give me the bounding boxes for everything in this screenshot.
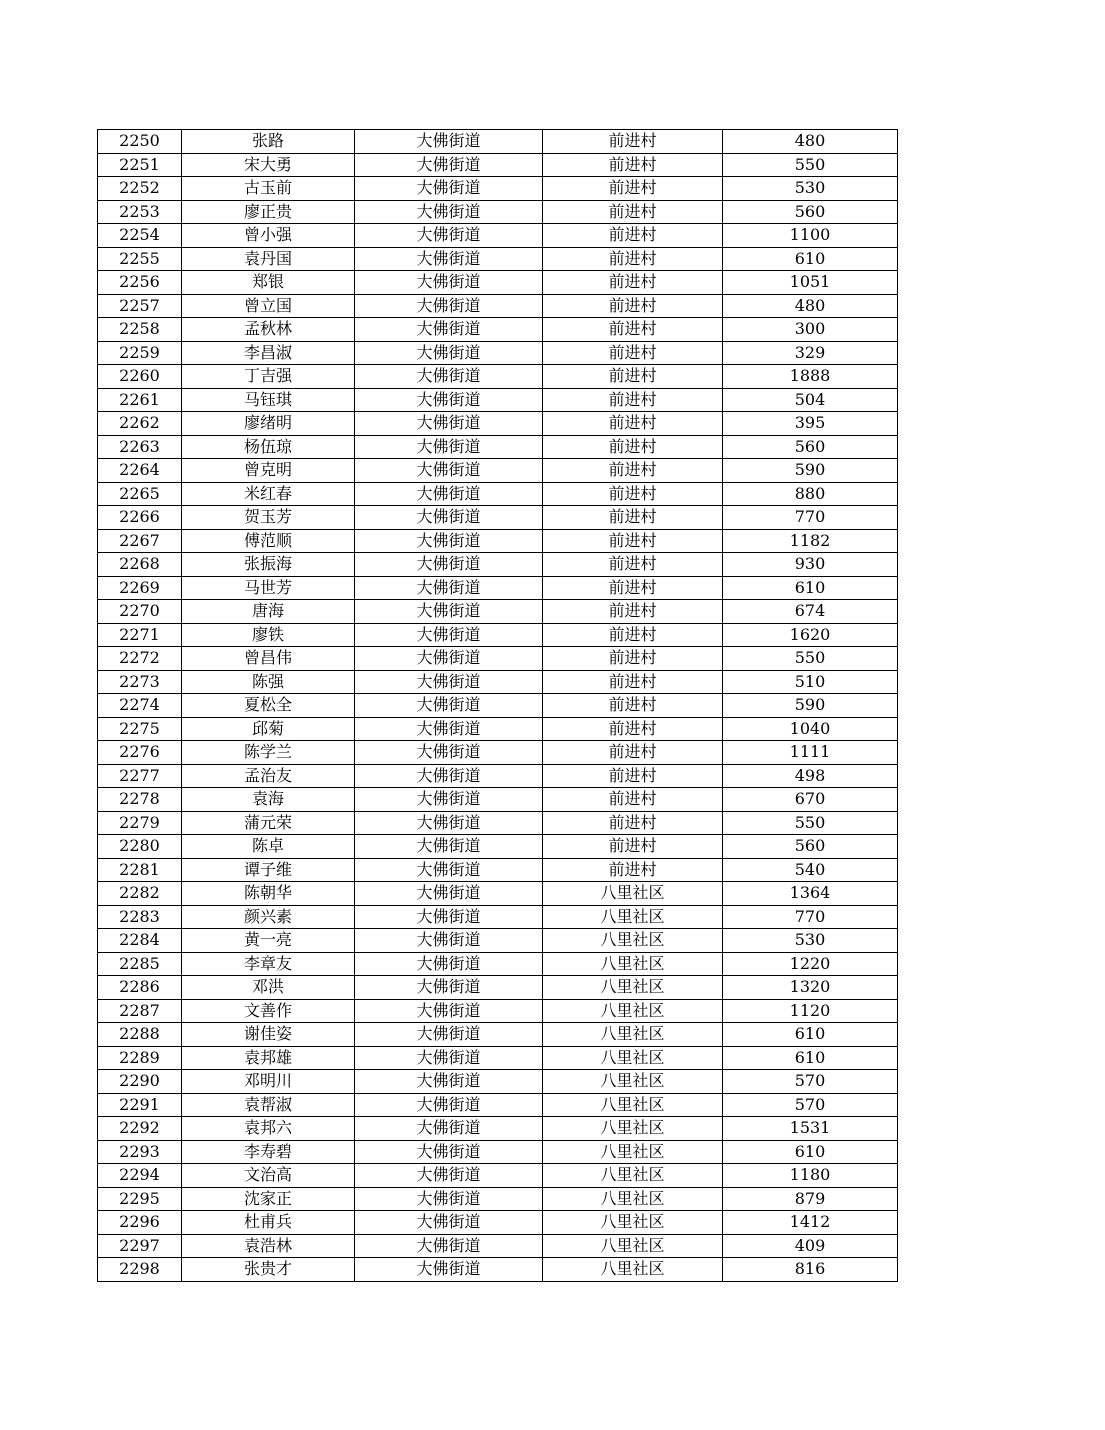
cell-amount: 1040 bbox=[723, 717, 898, 741]
cell-number: 2266 bbox=[98, 506, 182, 530]
cell-street: 大佛街道 bbox=[355, 153, 543, 177]
cell-village: 前进村 bbox=[543, 412, 723, 436]
cell-amount: 530 bbox=[723, 177, 898, 201]
cell-street: 大佛街道 bbox=[355, 835, 543, 859]
table-row bbox=[98, 835, 898, 859]
table-row bbox=[98, 435, 898, 459]
cell-name: 廖铁 bbox=[182, 623, 355, 647]
cell-amount: 879 bbox=[723, 1187, 898, 1211]
cell-name: 袁帮淑 bbox=[182, 1093, 355, 1117]
table-row bbox=[98, 905, 898, 929]
cell-name: 陈学兰 bbox=[182, 741, 355, 765]
cell-village: 八里社区 bbox=[543, 952, 723, 976]
cell-street: 大佛街道 bbox=[355, 294, 543, 318]
table-row bbox=[98, 318, 898, 342]
cell-amount: 395 bbox=[723, 412, 898, 436]
table-row bbox=[98, 529, 898, 553]
cell-amount: 560 bbox=[723, 435, 898, 459]
cell-name: 傅范顺 bbox=[182, 529, 355, 553]
cell-number: 2274 bbox=[98, 694, 182, 718]
cell-number: 2282 bbox=[98, 882, 182, 906]
cell-village: 前进村 bbox=[543, 365, 723, 389]
table-row bbox=[98, 365, 898, 389]
cell-street: 大佛街道 bbox=[355, 1140, 543, 1164]
cell-number: 2259 bbox=[98, 341, 182, 365]
table-row bbox=[98, 459, 898, 483]
cell-village: 前进村 bbox=[543, 506, 723, 530]
cell-amount: 1620 bbox=[723, 623, 898, 647]
cell-amount: 1051 bbox=[723, 271, 898, 295]
cell-name: 袁邦雄 bbox=[182, 1046, 355, 1070]
cell-amount: 610 bbox=[723, 1023, 898, 1047]
cell-street: 大佛街道 bbox=[355, 412, 543, 436]
table-row bbox=[98, 130, 898, 154]
cell-name: 贺玉芳 bbox=[182, 506, 355, 530]
cell-street: 大佛街道 bbox=[355, 553, 543, 577]
cell-name: 谢佳姿 bbox=[182, 1023, 355, 1047]
cell-name: 张贵才 bbox=[182, 1258, 355, 1282]
cell-amount: 1320 bbox=[723, 976, 898, 1000]
cell-name: 李章友 bbox=[182, 952, 355, 976]
cell-name: 袁浩林 bbox=[182, 1234, 355, 1258]
cell-street: 大佛街道 bbox=[355, 811, 543, 835]
cell-village: 八里社区 bbox=[543, 999, 723, 1023]
table-row bbox=[98, 1023, 898, 1047]
cell-name: 米红春 bbox=[182, 482, 355, 506]
cell-amount: 880 bbox=[723, 482, 898, 506]
cell-amount: 1182 bbox=[723, 529, 898, 553]
cell-amount: 570 bbox=[723, 1070, 898, 1094]
cell-amount: 770 bbox=[723, 506, 898, 530]
cell-street: 大佛街道 bbox=[355, 130, 543, 154]
cell-name: 邓明川 bbox=[182, 1070, 355, 1094]
cell-village: 前进村 bbox=[543, 741, 723, 765]
cell-name: 夏松全 bbox=[182, 694, 355, 718]
cell-amount: 770 bbox=[723, 905, 898, 929]
cell-number: 2251 bbox=[98, 153, 182, 177]
cell-number: 2273 bbox=[98, 670, 182, 694]
cell-village: 前进村 bbox=[543, 177, 723, 201]
cell-amount: 1100 bbox=[723, 224, 898, 248]
cell-street: 大佛街道 bbox=[355, 247, 543, 271]
table-row bbox=[98, 647, 898, 671]
cell-village: 前进村 bbox=[543, 600, 723, 624]
table-row bbox=[98, 670, 898, 694]
cell-number: 2254 bbox=[98, 224, 182, 248]
cell-number: 2262 bbox=[98, 412, 182, 436]
cell-village: 前进村 bbox=[543, 811, 723, 835]
cell-number: 2293 bbox=[98, 1140, 182, 1164]
cell-number: 2280 bbox=[98, 835, 182, 859]
cell-village: 八里社区 bbox=[543, 1234, 723, 1258]
cell-amount: 1888 bbox=[723, 365, 898, 389]
cell-amount: 504 bbox=[723, 388, 898, 412]
table-row bbox=[98, 1093, 898, 1117]
cell-street: 大佛街道 bbox=[355, 1234, 543, 1258]
cell-name: 黄一亮 bbox=[182, 929, 355, 953]
cell-street: 大佛街道 bbox=[355, 482, 543, 506]
cell-amount: 540 bbox=[723, 858, 898, 882]
cell-number: 2285 bbox=[98, 952, 182, 976]
table-row bbox=[98, 1258, 898, 1282]
cell-name: 邓洪 bbox=[182, 976, 355, 1000]
table-row bbox=[98, 506, 898, 530]
cell-amount: 409 bbox=[723, 1234, 898, 1258]
cell-amount: 570 bbox=[723, 1093, 898, 1117]
cell-village: 前进村 bbox=[543, 553, 723, 577]
cell-amount: 930 bbox=[723, 553, 898, 577]
cell-amount: 1120 bbox=[723, 999, 898, 1023]
cell-name: 杨伍琼 bbox=[182, 435, 355, 459]
cell-street: 大佛街道 bbox=[355, 1046, 543, 1070]
cell-street: 大佛街道 bbox=[355, 999, 543, 1023]
cell-name: 杜甫兵 bbox=[182, 1211, 355, 1235]
table-row bbox=[98, 1211, 898, 1235]
cell-number: 2283 bbox=[98, 905, 182, 929]
cell-name: 李寿碧 bbox=[182, 1140, 355, 1164]
cell-name: 宋大勇 bbox=[182, 153, 355, 177]
cell-street: 大佛街道 bbox=[355, 435, 543, 459]
cell-name: 曾克明 bbox=[182, 459, 355, 483]
cell-name: 袁海 bbox=[182, 788, 355, 812]
cell-number: 2263 bbox=[98, 435, 182, 459]
cell-amount: 300 bbox=[723, 318, 898, 342]
cell-amount: 610 bbox=[723, 247, 898, 271]
table-row bbox=[98, 623, 898, 647]
cell-village: 前进村 bbox=[543, 271, 723, 295]
cell-street: 大佛街道 bbox=[355, 670, 543, 694]
cell-amount: 1364 bbox=[723, 882, 898, 906]
table-row bbox=[98, 694, 898, 718]
table-row bbox=[98, 858, 898, 882]
table-row bbox=[98, 177, 898, 201]
cell-name: 丁吉强 bbox=[182, 365, 355, 389]
cell-number: 2267 bbox=[98, 529, 182, 553]
cell-village: 前进村 bbox=[543, 388, 723, 412]
cell-village: 前进村 bbox=[543, 764, 723, 788]
cell-village: 前进村 bbox=[543, 670, 723, 694]
table-row bbox=[98, 976, 898, 1000]
cell-village: 八里社区 bbox=[543, 882, 723, 906]
cell-village: 前进村 bbox=[543, 788, 723, 812]
table-row bbox=[98, 412, 898, 436]
cell-number: 2253 bbox=[98, 200, 182, 224]
cell-name: 谭子维 bbox=[182, 858, 355, 882]
cell-number: 2258 bbox=[98, 318, 182, 342]
cell-name: 古玉前 bbox=[182, 177, 355, 201]
cell-village: 八里社区 bbox=[543, 905, 723, 929]
cell-street: 大佛街道 bbox=[355, 1258, 543, 1282]
cell-village: 八里社区 bbox=[543, 1070, 723, 1094]
cell-street: 大佛街道 bbox=[355, 905, 543, 929]
cell-street: 大佛街道 bbox=[355, 576, 543, 600]
cell-name: 颜兴素 bbox=[182, 905, 355, 929]
cell-street: 大佛街道 bbox=[355, 365, 543, 389]
cell-number: 2296 bbox=[98, 1211, 182, 1235]
cell-name: 蒲元荣 bbox=[182, 811, 355, 835]
cell-number: 2264 bbox=[98, 459, 182, 483]
cell-village: 八里社区 bbox=[543, 1164, 723, 1188]
cell-street: 大佛街道 bbox=[355, 1023, 543, 1047]
cell-number: 2292 bbox=[98, 1117, 182, 1141]
cell-village: 八里社区 bbox=[543, 1117, 723, 1141]
cell-village: 八里社区 bbox=[543, 929, 723, 953]
roster-table bbox=[97, 129, 898, 1282]
cell-number: 2268 bbox=[98, 553, 182, 577]
cell-name: 马世芳 bbox=[182, 576, 355, 600]
cell-amount: 590 bbox=[723, 459, 898, 483]
cell-village: 前进村 bbox=[543, 647, 723, 671]
table-row bbox=[98, 788, 898, 812]
cell-street: 大佛街道 bbox=[355, 741, 543, 765]
table-row bbox=[98, 1117, 898, 1141]
cell-name: 邱菊 bbox=[182, 717, 355, 741]
cell-street: 大佛街道 bbox=[355, 318, 543, 342]
cell-village: 前进村 bbox=[543, 130, 723, 154]
table-row bbox=[98, 929, 898, 953]
cell-amount: 329 bbox=[723, 341, 898, 365]
cell-village: 前进村 bbox=[543, 835, 723, 859]
cell-amount: 610 bbox=[723, 576, 898, 600]
cell-amount: 560 bbox=[723, 200, 898, 224]
table-row bbox=[98, 294, 898, 318]
cell-name: 廖绪明 bbox=[182, 412, 355, 436]
cell-amount: 550 bbox=[723, 153, 898, 177]
cell-number: 2271 bbox=[98, 623, 182, 647]
cell-amount: 480 bbox=[723, 130, 898, 154]
cell-street: 大佛街道 bbox=[355, 1164, 543, 1188]
cell-street: 大佛街道 bbox=[355, 1117, 543, 1141]
cell-name: 袁丹国 bbox=[182, 247, 355, 271]
cell-number: 2281 bbox=[98, 858, 182, 882]
cell-number: 2284 bbox=[98, 929, 182, 953]
cell-village: 八里社区 bbox=[543, 1187, 723, 1211]
cell-amount: 1412 bbox=[723, 1211, 898, 1235]
cell-village: 八里社区 bbox=[543, 1093, 723, 1117]
cell-name: 曾小强 bbox=[182, 224, 355, 248]
cell-name: 孟秋林 bbox=[182, 318, 355, 342]
cell-name: 孟治友 bbox=[182, 764, 355, 788]
cell-street: 大佛街道 bbox=[355, 717, 543, 741]
cell-name: 廖正贵 bbox=[182, 200, 355, 224]
cell-number: 2256 bbox=[98, 271, 182, 295]
table-row bbox=[98, 999, 898, 1023]
cell-village: 前进村 bbox=[543, 318, 723, 342]
cell-village: 八里社区 bbox=[543, 1258, 723, 1282]
cell-village: 八里社区 bbox=[543, 1211, 723, 1235]
table-row bbox=[98, 600, 898, 624]
cell-name: 张振海 bbox=[182, 553, 355, 577]
cell-name: 陈强 bbox=[182, 670, 355, 694]
cell-street: 大佛街道 bbox=[355, 647, 543, 671]
cell-number: 2252 bbox=[98, 177, 182, 201]
cell-amount: 560 bbox=[723, 835, 898, 859]
cell-number: 2297 bbox=[98, 1234, 182, 1258]
cell-street: 大佛街道 bbox=[355, 929, 543, 953]
table-row bbox=[98, 764, 898, 788]
table-row bbox=[98, 1140, 898, 1164]
cell-number: 2275 bbox=[98, 717, 182, 741]
cell-street: 大佛街道 bbox=[355, 858, 543, 882]
cell-village: 前进村 bbox=[543, 200, 723, 224]
cell-amount: 480 bbox=[723, 294, 898, 318]
cell-street: 大佛街道 bbox=[355, 506, 543, 530]
cell-street: 大佛街道 bbox=[355, 271, 543, 295]
cell-number: 2278 bbox=[98, 788, 182, 812]
cell-village: 前进村 bbox=[543, 224, 723, 248]
cell-street: 大佛街道 bbox=[355, 529, 543, 553]
cell-name: 陈卓 bbox=[182, 835, 355, 859]
table-row bbox=[98, 1070, 898, 1094]
cell-amount: 1531 bbox=[723, 1117, 898, 1141]
cell-street: 大佛街道 bbox=[355, 341, 543, 365]
cell-amount: 590 bbox=[723, 694, 898, 718]
cell-village: 八里社区 bbox=[543, 976, 723, 1000]
cell-number: 2255 bbox=[98, 247, 182, 271]
table-row bbox=[98, 553, 898, 577]
cell-village: 八里社区 bbox=[543, 1140, 723, 1164]
cell-amount: 530 bbox=[723, 929, 898, 953]
table-row bbox=[98, 388, 898, 412]
table-row bbox=[98, 882, 898, 906]
cell-amount: 610 bbox=[723, 1140, 898, 1164]
cell-village: 前进村 bbox=[543, 341, 723, 365]
cell-village: 八里社区 bbox=[543, 1023, 723, 1047]
cell-number: 2295 bbox=[98, 1187, 182, 1211]
cell-amount: 816 bbox=[723, 1258, 898, 1282]
cell-name: 曾昌伟 bbox=[182, 647, 355, 671]
cell-number: 2287 bbox=[98, 999, 182, 1023]
table-row bbox=[98, 341, 898, 365]
cell-number: 2261 bbox=[98, 388, 182, 412]
cell-name: 马钰琪 bbox=[182, 388, 355, 412]
table-row bbox=[98, 1164, 898, 1188]
cell-name: 袁邦六 bbox=[182, 1117, 355, 1141]
table-row bbox=[98, 482, 898, 506]
cell-amount: 670 bbox=[723, 788, 898, 812]
cell-street: 大佛街道 bbox=[355, 1187, 543, 1211]
cell-street: 大佛街道 bbox=[355, 459, 543, 483]
table-row bbox=[98, 1187, 898, 1211]
cell-number: 2269 bbox=[98, 576, 182, 600]
cell-name: 文治高 bbox=[182, 1164, 355, 1188]
table-row bbox=[98, 811, 898, 835]
cell-amount: 550 bbox=[723, 647, 898, 671]
table-row bbox=[98, 717, 898, 741]
roster-table-body bbox=[98, 130, 898, 1282]
cell-street: 大佛街道 bbox=[355, 200, 543, 224]
table-row bbox=[98, 247, 898, 271]
cell-village: 前进村 bbox=[543, 247, 723, 271]
cell-street: 大佛街道 bbox=[355, 1093, 543, 1117]
cell-number: 2279 bbox=[98, 811, 182, 835]
cell-street: 大佛街道 bbox=[355, 1211, 543, 1235]
cell-street: 大佛街道 bbox=[355, 1070, 543, 1094]
cell-village: 前进村 bbox=[543, 482, 723, 506]
cell-number: 2286 bbox=[98, 976, 182, 1000]
cell-number: 2290 bbox=[98, 1070, 182, 1094]
cell-amount: 510 bbox=[723, 670, 898, 694]
cell-number: 2277 bbox=[98, 764, 182, 788]
cell-village: 前进村 bbox=[543, 623, 723, 647]
cell-village: 前进村 bbox=[543, 153, 723, 177]
cell-village: 前进村 bbox=[543, 529, 723, 553]
cell-amount: 1180 bbox=[723, 1164, 898, 1188]
cell-street: 大佛街道 bbox=[355, 952, 543, 976]
cell-village: 前进村 bbox=[543, 694, 723, 718]
cell-number: 2257 bbox=[98, 294, 182, 318]
cell-number: 2260 bbox=[98, 365, 182, 389]
cell-name: 张路 bbox=[182, 130, 355, 154]
table-row bbox=[98, 1234, 898, 1258]
cell-village: 前进村 bbox=[543, 576, 723, 600]
cell-name: 沈家正 bbox=[182, 1187, 355, 1211]
cell-street: 大佛街道 bbox=[355, 694, 543, 718]
cell-number: 2276 bbox=[98, 741, 182, 765]
cell-name: 李昌淑 bbox=[182, 341, 355, 365]
cell-street: 大佛街道 bbox=[355, 788, 543, 812]
cell-name: 唐海 bbox=[182, 600, 355, 624]
cell-name: 陈朝华 bbox=[182, 882, 355, 906]
table-row bbox=[98, 153, 898, 177]
cell-number: 2288 bbox=[98, 1023, 182, 1047]
cell-street: 大佛街道 bbox=[355, 764, 543, 788]
cell-number: 2294 bbox=[98, 1164, 182, 1188]
table-row bbox=[98, 200, 898, 224]
table-row bbox=[98, 271, 898, 295]
table-row bbox=[98, 576, 898, 600]
cell-village: 前进村 bbox=[543, 459, 723, 483]
table-row bbox=[98, 224, 898, 248]
cell-street: 大佛街道 bbox=[355, 224, 543, 248]
cell-village: 前进村 bbox=[543, 858, 723, 882]
cell-village: 前进村 bbox=[543, 294, 723, 318]
cell-name: 曾立国 bbox=[182, 294, 355, 318]
cell-number: 2265 bbox=[98, 482, 182, 506]
cell-number: 2291 bbox=[98, 1093, 182, 1117]
cell-amount: 1220 bbox=[723, 952, 898, 976]
cell-street: 大佛街道 bbox=[355, 388, 543, 412]
cell-name: 文善作 bbox=[182, 999, 355, 1023]
cell-street: 大佛街道 bbox=[355, 976, 543, 1000]
cell-name: 郑银 bbox=[182, 271, 355, 295]
cell-street: 大佛街道 bbox=[355, 882, 543, 906]
cell-street: 大佛街道 bbox=[355, 177, 543, 201]
cell-number: 2250 bbox=[98, 130, 182, 154]
cell-village: 前进村 bbox=[543, 717, 723, 741]
cell-amount: 1111 bbox=[723, 741, 898, 765]
table-row bbox=[98, 741, 898, 765]
cell-number: 2289 bbox=[98, 1046, 182, 1070]
table-row bbox=[98, 952, 898, 976]
cell-number: 2270 bbox=[98, 600, 182, 624]
cell-number: 2298 bbox=[98, 1258, 182, 1282]
cell-amount: 550 bbox=[723, 811, 898, 835]
cell-number: 2272 bbox=[98, 647, 182, 671]
cell-street: 大佛街道 bbox=[355, 623, 543, 647]
cell-amount: 674 bbox=[723, 600, 898, 624]
cell-amount: 610 bbox=[723, 1046, 898, 1070]
table-row bbox=[98, 1046, 898, 1070]
cell-village: 前进村 bbox=[543, 435, 723, 459]
cell-street: 大佛街道 bbox=[355, 600, 543, 624]
cell-village: 八里社区 bbox=[543, 1046, 723, 1070]
cell-amount: 498 bbox=[723, 764, 898, 788]
